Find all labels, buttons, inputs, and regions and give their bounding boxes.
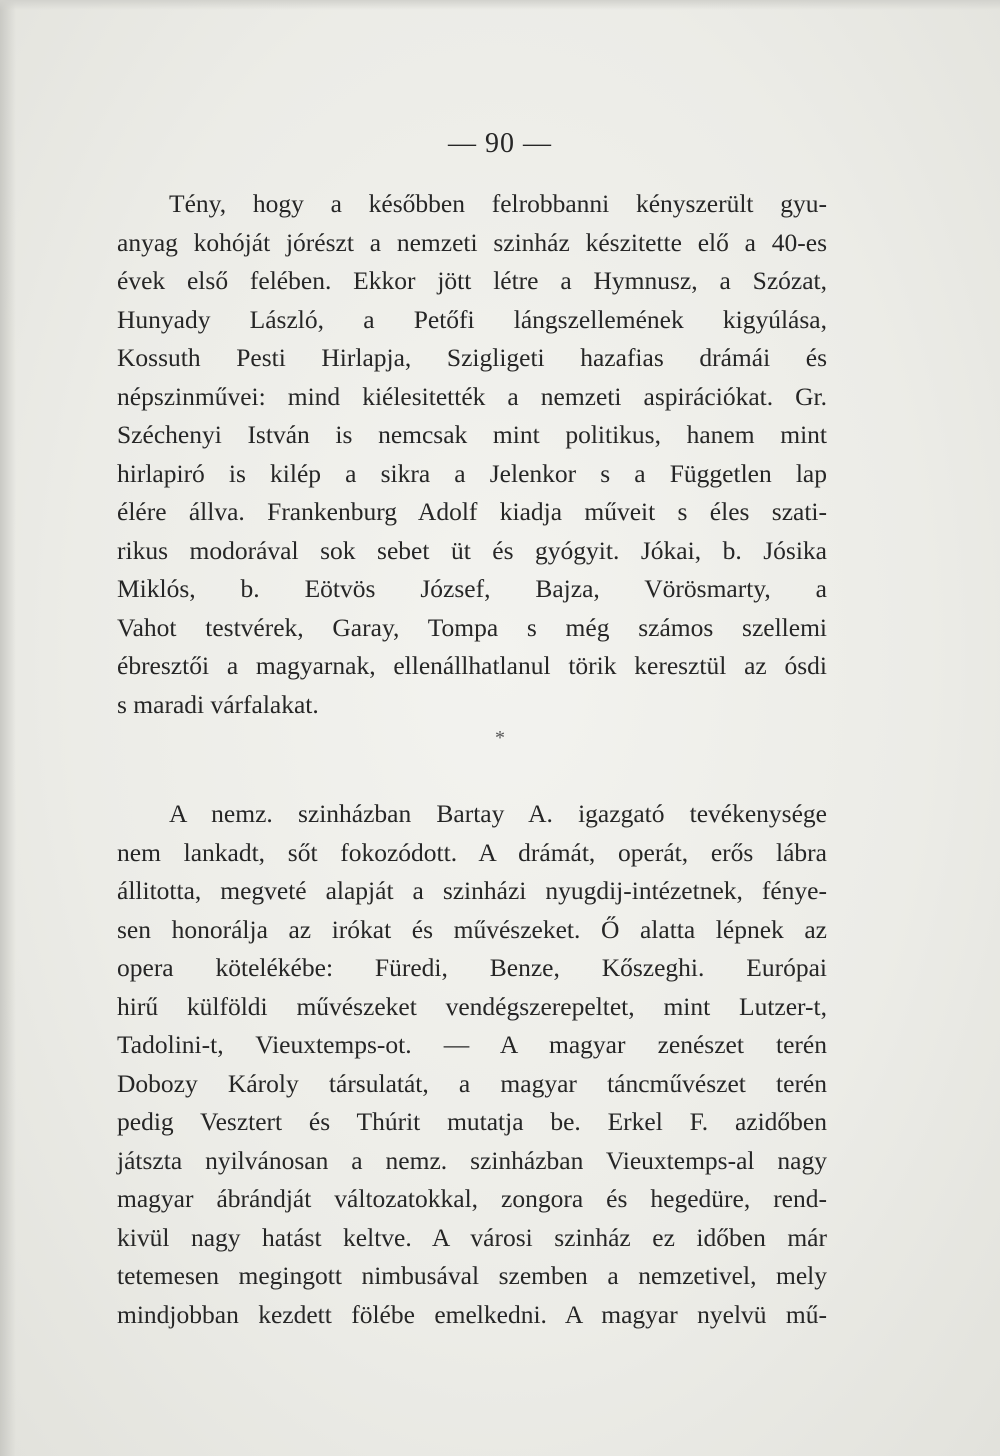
text-line: Hunyady László, a Petőfi lángszellemének kigyúlása, (117, 304, 827, 334)
text-line: mindjobban kezdett fölébe emelkedni. A magyar nyelvü mű- (117, 1299, 827, 1329)
text-line: s maradi várfalakat. (117, 689, 319, 719)
text-line: játszta nyilvánosan a nemz. szinházban Vieuxtemps-al nagy (117, 1145, 827, 1175)
text-line: sen honorálja az irókat és művészeket. Ő alatta lépnek az (117, 914, 827, 944)
text-line: állitotta, megveté alapját a szinházi nyugdij-intézetnek, fénye- (117, 876, 827, 905)
text-line: Vahot testvérek, Garay, Tompa s még számos szellemi (117, 612, 827, 642)
paragraph-2 (117, 795, 827, 1334)
page-top-shadow (0, 0, 1000, 10)
text-line: pedig Vesztert és Thúrit mutatja be. Erkel F. azidőben (117, 1107, 827, 1136)
text-line: A nemz. szinházban Bartay A. igazgató tevékenysége (169, 799, 827, 828)
text-line: rikus modorával sok sebet üt és gyógyit. Jókai, b. Jósika (117, 535, 827, 565)
text-line: anyag kohóját jórészt a nemzeti szinház készitette elő a 40-es (117, 227, 827, 257)
text-line: Miklós, b. Eötvös József, Bajza, Vörösmarty, a (117, 574, 827, 603)
text-line: Dobozy Károly társulatát, a magyar táncművészet terén (117, 1068, 827, 1098)
text-line: népszinművei: mind kiélesitették a nemzeti aspirációkat. Gr. (117, 381, 827, 411)
text-line: Széchenyi István is nemcsak mint politikus, hanem mint (117, 420, 827, 449)
page-number: — 90 — (448, 128, 552, 159)
text-line: Tadolini-t, Vieuxtemps-ot. — A magyar zenészet terén (117, 1030, 827, 1059)
text-line: kivül nagy hatást keltve. A városi szinház ez időben már (117, 1222, 827, 1252)
text-line: élére állva. Frankenburg Adolf kiadja műveit s éles szati- (117, 497, 827, 526)
text-line: hirlapiró is kilép a sikra a Jelenkor s a Független lap (117, 458, 827, 488)
text-line: ébresztői a magyarnak, ellenállhatlanul törik keresztül az ósdi (117, 651, 827, 680)
text-line: évek első felében. Ekkor jött létre a Hymnusz, a Szózat, (117, 266, 827, 295)
text-line: magyar ábrándját változatokkal, zongora és hegedüre, rend- (117, 1184, 827, 1213)
paragraph-1 (117, 185, 827, 724)
text-line: opera kötelékébe: Füredi, Benze, Kőszeghi. Európai (117, 953, 827, 982)
text-line: tetemesen megingott nimbusával szemben a nemzetivel, mely (117, 1261, 827, 1290)
section-divider-asterisk: * (495, 727, 505, 749)
text-line: Tény, hogy a későbben felrobbanni kényszerült gyu- (169, 189, 827, 218)
text-line: Kossuth Pesti Hirlapja, Szigligeti hazafias drámái és (117, 343, 827, 372)
text-line: nem lankadt, sőt fokozódott. A drámát, operát, erős lábra (117, 837, 827, 867)
text-line: hirű külföldi művészeket vendégszerepeltet, mint Lutzer-t, (117, 991, 827, 1021)
